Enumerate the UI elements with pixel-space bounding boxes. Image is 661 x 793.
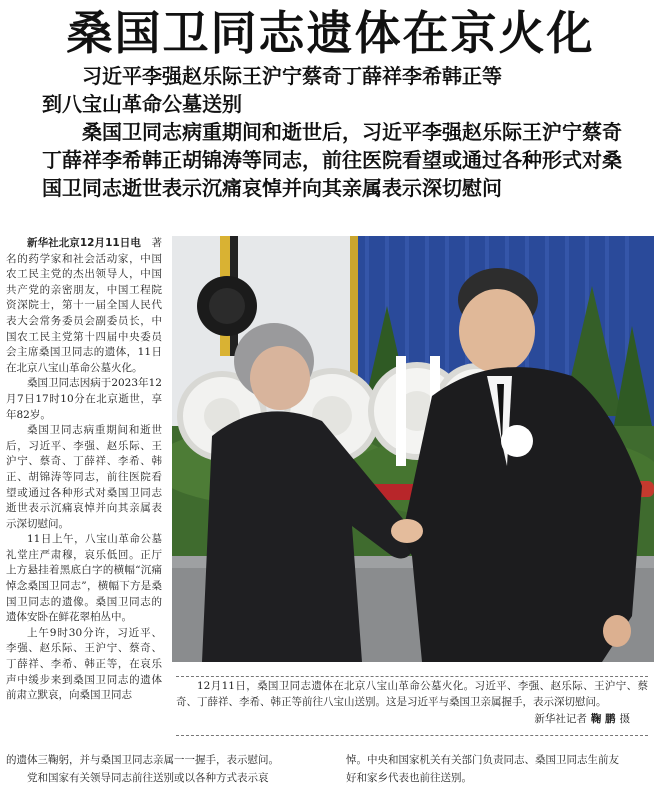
subhead-line-2: 到八宝山革命公墓送别 bbox=[42, 92, 242, 116]
article-paragraph-1 bbox=[6, 236, 162, 376]
bottom-line-1-right: 悼。中央和国家机关有关部门负责同志、桑国卫同志生前友 bbox=[346, 754, 619, 766]
bottom-line-2-left: 党和国家有关领导同志前往送别或以各种方式表示哀 bbox=[27, 772, 269, 784]
credit-suffix: 摄 bbox=[619, 713, 630, 725]
dateline: 新华社北京12月11日电 bbox=[27, 237, 141, 249]
article-column bbox=[6, 236, 162, 704]
bottom-line-2 bbox=[6, 771, 656, 787]
subheadline bbox=[42, 62, 632, 202]
article-paragraph-1-text: 著名的药学家和社会活动家，中国农工民主党的杰出领导人，中国共产党的亲密朋友，中国工程院资深院士，第十一届全国人民代表大会常务委员会副委员长，中国农工民主党第十四届中央委员会主席桑国卫同志的遗体，11日在北京八宝山革命公墓火化。 bbox=[6, 237, 162, 374]
photo-handshake bbox=[172, 236, 654, 662]
article-paragraph-5: 上午9时30分许，习近平、李强、赵乐际、王沪宁、蔡奇、丁薛祥、李希、韩正等，在哀乐声中缓步来到桑国卫同志的遗体前肃立默哀，向桑国卫同志 bbox=[6, 626, 162, 702]
headline: 桑国卫同志遗体在京火化 bbox=[66, 6, 595, 60]
photo-credit bbox=[534, 712, 630, 728]
subhead-paragraph-2: 桑国卫同志病重期间和逝世后，习近平李强赵乐际王沪宁蔡奇丁薛祥李希韩正胡锦涛等同志，前往医院看望或通过各种形式对桑国卫同志逝世表示沉痛哀悼并向其亲属表示深切慰问 bbox=[42, 120, 622, 200]
credit-name: 鞠 鹏 bbox=[590, 713, 616, 725]
article-paragraph-2: 桑国卫同志因病于2023年12月7日17时10分在北京逝世，享年82岁。 bbox=[6, 377, 162, 421]
news-photo bbox=[172, 236, 654, 662]
bottom-line-1 bbox=[6, 753, 656, 769]
article-paragraph-3: 桑国卫同志病重期间和逝世后，习近平、李强、赵乐际、王沪宁、蔡奇、丁薛祥、李希、韩正、胡锦涛等同志，前往医院看望或通过各种形式对桑国卫同志逝世表示沉痛哀悼并向其亲属表示深切慰问。 bbox=[6, 424, 162, 530]
photo-caption bbox=[176, 676, 648, 736]
bottom-line-2-right: 好和家乡代表也前往送别。 bbox=[346, 772, 472, 784]
bottom-line-1-left: 的遗体三鞠躬，并与桑国卫同志亲属一一握手，表示慰问。 bbox=[6, 754, 279, 766]
caption-text: 12月11日，桑国卫同志遗体在北京八宝山革命公墓火化。习近平、李强、赵乐际、王沪宁、蔡奇、丁薛祥、李希、韩正等前往八宝山送别。这是习近平与桑国卫亲属握手，表示深切慰问。 bbox=[176, 680, 648, 708]
article-paragraph-4: 11日上午，八宝山革命公墓礼堂庄严肃穆，哀乐低回。正厅上方悬挂着黑底白字的横幅“沉痛悼念桑国卫同志”，横幅下方是桑国卫同志的遗像。桑国卫同志的遗体安卧在鲜花翠柏丛中。 bbox=[6, 533, 162, 624]
subhead-line-1: 习近平李强赵乐际王沪宁蔡奇丁薛祥李希韩正等 bbox=[82, 64, 502, 88]
credit-prefix: 新华社记者 bbox=[534, 713, 587, 725]
